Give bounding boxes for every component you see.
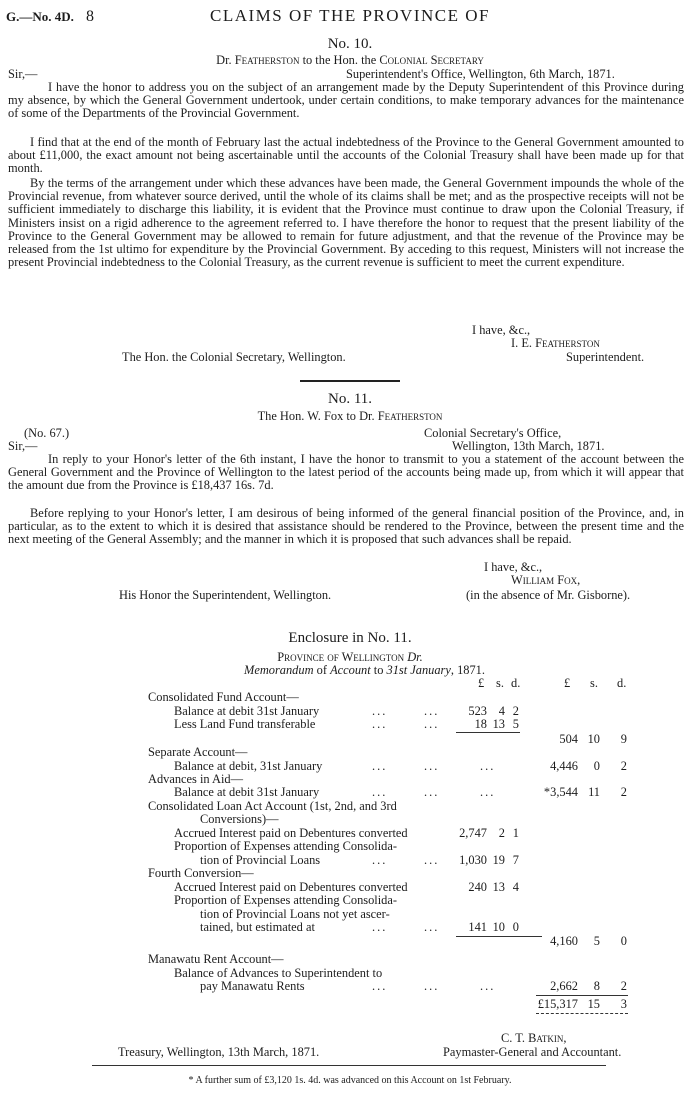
amount-pounds: 141	[468, 920, 487, 934]
memorandum-heading: Memorandum of Account to 31st January, 1871.	[244, 663, 485, 677]
leader-dots: ...	[480, 785, 496, 799]
leader-dots: ...	[424, 979, 440, 993]
consolidated-fund-heading: Consolidated Fund Account—	[148, 690, 299, 704]
manawatu-label: Balance of Advances to Superintendent to	[174, 966, 383, 980]
treasury-signer-title: Paymaster-General and Accountant.	[443, 1045, 622, 1059]
subtotal-rule	[456, 936, 542, 937]
leader-dots: ...	[424, 853, 440, 867]
leader-dots: ...	[372, 979, 388, 993]
leader-dots: ...	[372, 785, 388, 799]
page-number: 8	[86, 8, 94, 25]
manawatu-heading: Manawatu Rent Account—	[148, 952, 284, 966]
amount-shillings: 2	[498, 826, 505, 840]
fourth-proportion-label-cont: tained, but estimated at	[200, 920, 315, 934]
total-pounds: 504	[559, 732, 578, 746]
amount-pence: 4	[512, 880, 519, 894]
page-title: CLAIMS OF THE PROVINCE OF	[210, 6, 490, 25]
letter-10-signer-title: Superintendent.	[566, 350, 645, 364]
col-shillings-1: s.	[496, 676, 504, 690]
letter-11-office: Colonial Secretary's Office,	[424, 426, 562, 440]
subtotal-rule	[456, 732, 520, 733]
col-pounds-1: £	[478, 676, 485, 690]
amount-pounds: 1,030	[459, 853, 487, 867]
letter-11-signature: William Fox,	[511, 573, 581, 587]
treasury-signature: C. T. Batkin,	[501, 1031, 567, 1045]
amount-shillings: 13	[492, 717, 505, 731]
total-pence: 2	[620, 785, 627, 799]
grand-total-pounds: £15,317	[537, 997, 578, 1011]
leader-dots: ...	[480, 979, 496, 993]
amount-pence: 7	[512, 853, 519, 867]
amount-pounds: 240	[468, 880, 487, 894]
total-shillings: 5	[593, 934, 600, 948]
loan-act-heading: Consolidated Loan Act Account (1st, 2nd, and 3rd	[148, 799, 397, 813]
advances-in-aid-heading: Advances in Aid—	[148, 772, 243, 786]
letter-11-closing: I have, &c.,	[484, 560, 543, 574]
treasury-place-date: Treasury, Wellington, 13th March, 1871.	[118, 1045, 320, 1059]
amount-shillings: 4	[498, 704, 505, 718]
letter-10-paragraph-3: By the terms of the arrangement under which these advances have been made, the General Government impounds the whole of the Provincial revenue, from whatever source derived, until the whole of its claims shall be met; and as the prospective receipts will not be sufficient immediately to discharge this liability, it is evident that the Province must continue to draw upon the Colonial Treasury, if Ministers insist on a rigid adherence to the agreement referred to. I have therefore the honor to request that the present liability of the Province to the General Government may be allowed to remain for future adjustment, and that the revenue of the Province may be released from the 1st ultimo for expenditure by the Provincial Government. By acceding to this request, Ministers will not increase the present Provincial indebtedness to the Colonial Treasury, as the current revenue is sufficient to meet the current expenditure.	[8, 176, 684, 270]
letter-11-number: No. 11.	[327, 391, 373, 407]
letter-11-salutation: Sir,—	[8, 439, 38, 453]
total-shillings: 11	[588, 785, 600, 799]
amount-pence: 0	[512, 920, 519, 934]
fourth-proportion-label: Proportion of Expenses attending Consolida-	[174, 893, 398, 907]
total-pounds: 4,160	[550, 934, 578, 948]
col-pounds-2: £	[564, 676, 571, 690]
total-pounds: 4,446	[550, 759, 578, 773]
amount-shillings: 13	[492, 880, 505, 894]
total-shillings: 10	[587, 732, 600, 746]
total-double-rule	[536, 1013, 628, 1014]
separate-account-heading: Separate Account—	[148, 745, 248, 759]
letter-10-salutation: Sir,—	[8, 67, 38, 81]
loan-act-heading-cont: Conversions)—	[200, 812, 279, 826]
amount-shillings: 19	[492, 853, 505, 867]
section-divider	[300, 380, 400, 382]
total-shillings: 8	[593, 979, 600, 993]
amount-pounds: 523	[468, 704, 487, 718]
leader-dots: ...	[424, 704, 440, 718]
amount-shillings: 10	[492, 920, 505, 934]
footnote: * A further sum of £3,120 1s. 4d. was advanced on this Account on 1st February.	[188, 1075, 512, 1086]
amount-pounds: 2,747	[459, 826, 487, 840]
letter-10-paragraph-2: I find that at the end of the month of February last the actual indebtedness of the Province to the General Government amounted to about £11,000, the exact amount not being ascertainable until the accounts of the Colonial Treasury shall have been made up for that month.	[8, 135, 684, 176]
fourth-interest-label: Accrued Interest paid on Debentures converted	[174, 880, 408, 894]
footnote-rule	[92, 1065, 606, 1066]
separate-balance-label: Balance at debit, 31st January	[174, 759, 323, 773]
letter-10-signature: I. E. Featherston	[511, 336, 600, 350]
advances-balance-label: Balance at debit 31st January	[174, 785, 320, 799]
total-pence: 2	[620, 759, 627, 773]
leader-dots: ...	[424, 717, 440, 731]
col-pence-2: d.	[617, 676, 627, 690]
letter-11-paragraph-2: Before replying to your Honor's letter, I am desirous of being informed of the general financial position of the Province, and, in particular, as to the extent to which it is desired that assistance should be rendered to the Province, between the present time and the next meeting of the General Assembly; and the manner in which it is proposed that such advances shall be repaid.	[8, 506, 684, 547]
letter-11-heading: The Hon. W. Fox to Dr. Featherston	[257, 409, 443, 423]
balance-debit-jan-label: Balance at debit 31st January	[174, 704, 320, 718]
enclosure-title: Enclosure in No. 11.	[288, 630, 412, 646]
letter-11-signer-note: (in the absence of Mr. Gisborne).	[466, 588, 631, 602]
letter-11-addressee: His Honor the Superintendent, Wellington.	[119, 588, 332, 602]
letter-11-paragraph-1: In reply to your Honor's letter of the 6th instant, I have the honor to transmit to you a statement of the account between the General Government and the Province of Wellington to the latest period of the accounts being made up, from which it will appear that the amount due from the Province is £18,437 16s. 7d.	[8, 452, 684, 493]
amount-pence: 2	[512, 704, 519, 718]
letter-10-closing: I have, &c.,	[472, 323, 531, 337]
total-rule	[536, 995, 628, 996]
leader-dots: ...	[480, 759, 496, 773]
total-pounds: 2,662	[550, 979, 578, 993]
total-shillings: 0	[593, 759, 600, 773]
leader-dots: ...	[372, 759, 388, 773]
leader-dots: ...	[372, 920, 388, 934]
leader-dots: ...	[372, 704, 388, 718]
letter-11-ref-number: (No. 67.)	[24, 426, 70, 440]
letter-10-heading: Dr. Featherston to the Hon. the Colonial Secretary	[216, 53, 484, 67]
loan-proportion-label-cont: tion of Provincial Loans	[200, 853, 321, 867]
total-pence: 9	[620, 732, 627, 746]
total-pence: 0	[620, 934, 627, 948]
total-pence: 2	[620, 979, 627, 993]
grand-total-pence: 3	[620, 997, 627, 1011]
grand-total-shillings: 15	[587, 997, 600, 1011]
leader-dots: ...	[424, 920, 440, 934]
enclosure-subtitle: Province of Wellington Dr.	[277, 650, 423, 664]
amount-pence: 5	[512, 717, 519, 731]
col-pence-1: d.	[511, 676, 521, 690]
leader-dots: ...	[372, 717, 388, 731]
letter-10-addressee: The Hon. the Colonial Secretary, Wellington.	[122, 350, 346, 364]
loan-interest-label: Accrued Interest paid on Debentures converted	[174, 826, 408, 840]
loan-proportion-label: Proportion of Expenses attending Consolida-	[174, 839, 398, 853]
letter-10-place-date: Superintendent's Office, Wellington, 6th March, 1871.	[346, 67, 615, 81]
fourth-conversion-heading: Fourth Conversion—	[148, 866, 254, 880]
fourth-proportion-label-cont: tion of Provincial Loans not yet ascer-	[200, 907, 390, 921]
letter-10-paragraph-1: I have the honor to address you on the subject of an arrangement made by the Deputy Superintendent of this Province during my absence, by which the General Government undertook, under certain conditions, to make temporary advances for the maintenance of some of the Departments of the Provincial Government.	[8, 80, 684, 121]
leader-dots: ...	[424, 785, 440, 799]
leader-dots: ...	[424, 759, 440, 773]
document-reference: G.—No. 4D.	[6, 9, 74, 24]
letter-11-date: Wellington, 13th March, 1871.	[452, 439, 605, 453]
manawatu-label-cont: pay Manawatu Rents	[200, 979, 305, 993]
col-shillings-2: s.	[590, 676, 598, 690]
amount-pence: 1	[512, 826, 519, 840]
less-land-fund-label: Less Land Fund transferable	[174, 717, 316, 731]
letter-10-number: No. 10.	[327, 36, 373, 52]
total-pounds: *3,544	[543, 785, 578, 799]
leader-dots: ...	[372, 853, 388, 867]
amount-pounds: 18	[474, 717, 487, 731]
